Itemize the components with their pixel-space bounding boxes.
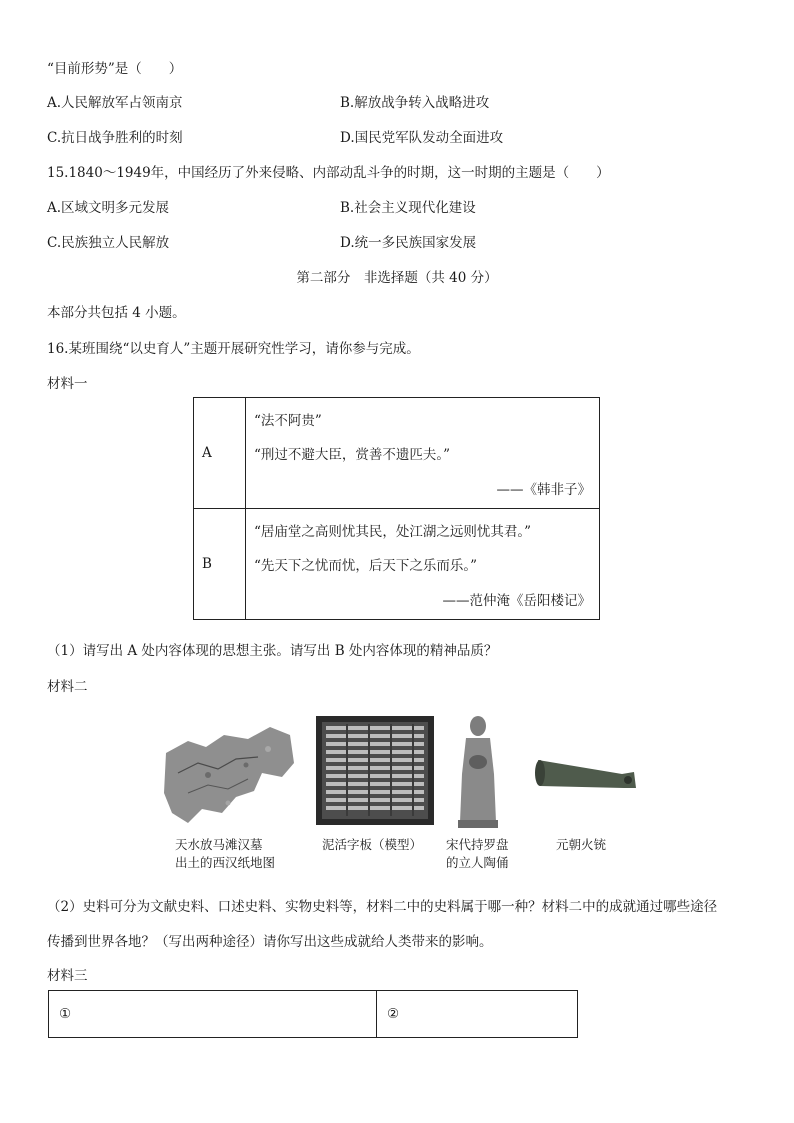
material2-label: 材料二	[47, 679, 88, 695]
caption-gun-line-1: 元朝火铳	[556, 837, 607, 852]
sub-question-2-line-1: （2）史料可分为文献史料、口述史料、实物史料等，材料二中的史料属于哪一种？材料二中的成就通过哪些途径	[47, 899, 718, 915]
q14-stem: “目前形势”是（ ）	[47, 61, 183, 77]
row-a-quote-2: “刑过不避大臣，赏善不遗匹夫。”	[254, 447, 451, 463]
caption-type-board	[322, 836, 422, 854]
q14-option-a: A.人民解放军占领南京	[47, 95, 183, 111]
part2-title: 第二部分 非选择题（共 40 分）	[296, 270, 498, 286]
paper-map-image	[158, 713, 298, 833]
row-a-quote-1: “法不阿贵”	[254, 413, 322, 429]
row-a-key: A	[194, 398, 246, 509]
caption-gun	[556, 836, 606, 854]
caption-map-line-2: 出土的西汉纸地图	[175, 855, 276, 870]
caption-figure	[446, 836, 509, 872]
q15-option-d: D.统一多民族国家发展	[340, 235, 477, 251]
caption-map	[175, 836, 275, 872]
clay-type-board-image	[316, 716, 434, 825]
material3-table	[48, 990, 578, 1038]
q15-option-b: B.社会主义现代化建设	[340, 200, 476, 216]
material3-cell-1: ①	[49, 991, 377, 1038]
sub-question-1: （1）请写出 A 处内容体现的思想主张。请写出 B 处内容体现的精神品质？	[47, 643, 498, 659]
part2-intro: 本部分共包括 4 小题。	[47, 305, 186, 321]
pottery-figure-image	[452, 714, 504, 832]
material3-cell-2: ②	[377, 991, 578, 1038]
row-b-source: ——范仲淹《岳阳楼记》	[442, 593, 591, 609]
material1-table	[193, 397, 600, 620]
caption-figure-line-2: 的立人陶俑	[446, 855, 509, 870]
material1-row-b	[194, 509, 600, 620]
row-a-content	[246, 398, 600, 509]
sub-question-2-line-2: 传播到世界各地？（写出两种途径）请你写出这些成就给人类带来的影响。	[47, 934, 493, 950]
q14-option-d: D.国民党军队发动全面进攻	[340, 130, 504, 146]
caption-figure-line-1: 宋代持罗盘	[446, 837, 509, 852]
caption-map-line-1: 天水放马滩汉墓	[175, 837, 263, 852]
material3-row	[49, 991, 578, 1038]
material1-row-a	[194, 398, 600, 509]
q15-option-c: C.民族独立人民解放	[47, 235, 170, 251]
q15-option-a: A.区域文明多元发展	[47, 200, 170, 216]
row-b-key: B	[194, 509, 246, 620]
row-b-content	[246, 509, 600, 620]
q14-option-c: C.抗日战争胜利的时刻	[47, 130, 183, 146]
row-b-quote-2: “先天下之忧而忧，后天下之乐而乐。”	[254, 558, 478, 574]
material1-label: 材料一	[47, 376, 88, 392]
material3-label: 材料三	[47, 968, 88, 984]
caption-type-board-line-1: 泥活字板（模型）	[322, 837, 423, 852]
row-b-quote-1: “居庙堂之高则忧其民，处江湖之远则忧其君。”	[254, 524, 532, 540]
q15-stem: 15.1840～1949年，中国经历了外来侵略、内部动乱斗争的时期，这一时期的主题是（ ）	[47, 165, 610, 181]
row-a-source: ——《韩非子》	[496, 482, 591, 498]
q14-option-b: B.解放战争转入战略进攻	[340, 95, 490, 111]
fire-gun-image	[530, 752, 640, 802]
q16-stem: 16.某班围绕“以史育人”主题开展研究性学习，请你参与完成。	[47, 341, 420, 357]
